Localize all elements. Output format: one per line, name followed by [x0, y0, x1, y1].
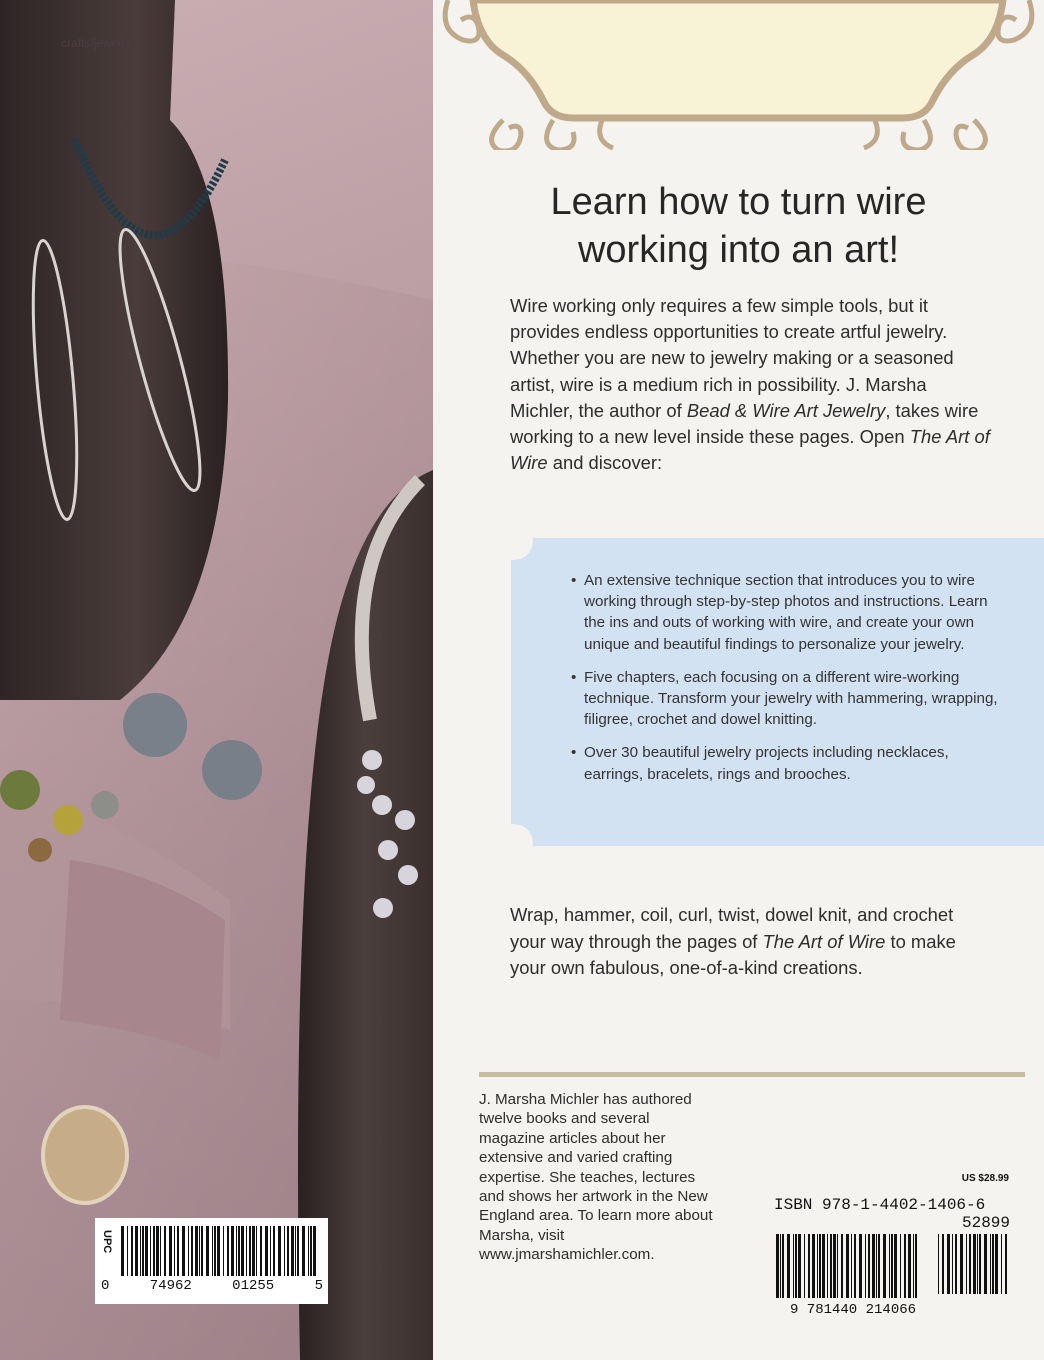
intro-text-2: , takes wire working to a new level inside these pages. Open: [510, 399, 979, 448]
upc-digit-4: 5: [314, 1278, 323, 1294]
headline-line-2: working into an art!: [577, 229, 900, 271]
feature-item-1: • An extensive technique section that introduces you to wire working through step-by-step photos and instructions. Learn the ins and outs of working with wire, and create your own unique and beautiful findings to personalize your jewelry.: [571, 570, 1001, 655]
headline: [433, 178, 1044, 274]
intro-paragraph: [510, 293, 990, 476]
outro-paragraph: [510, 902, 970, 982]
intro-book-title-1: Bead & Wire Art Jewelry: [686, 399, 886, 421]
outro-text-1: Wrap, hammer, coil, curl, twist, dowel knit, and crochet your way through the pages of: [510, 904, 954, 952]
wire-ring: [43, 1107, 127, 1203]
isbn-addon-code: 52899: [961, 1214, 1010, 1232]
upc-digit-1: 0: [101, 1278, 110, 1294]
upc-digit-3: 01255: [232, 1278, 275, 1294]
intro-text-1: Wire working only requires a few simple tools, but it provides endless opportunities to create artful jewelry. Whether you are new to jewelry making or a seasoned artist, wire is a medium rich in possibility. J. Marsha Michler, the author of: [510, 295, 954, 421]
jewelry-photo-illustration: [0, 0, 433, 1360]
outro-text-2: to make your own fabulous, one-of-a-kind creations.: [510, 930, 956, 978]
upc-barcode: [95, 1218, 328, 1304]
outro-book-title: The Art of Wire: [762, 930, 886, 952]
upc-digits: [101, 1278, 323, 1294]
feature-item-2: • Five chapters, each focusing on a different wire-working technique. Transform your jewelry with hammering, wrapping, filigree, crochet and dowel knitting.: [571, 667, 1001, 731]
price-label: US $28.99: [961, 1173, 1009, 1184]
author-bio: J. Marsha Michler has authored twelve books and several magazine articles about her extensive and varied crafting expertise. She teaches, lectures and shows her artwork in the New England area. To learn more about Marsha, visit www.jmarshamichler.com.: [479, 1091, 713, 1264]
earring-disc-1: [123, 693, 187, 757]
isbn-number: ISBN 978-1-4402-1406-6: [774, 1196, 986, 1214]
intro-book-title-2: The Art of Wire: [510, 426, 990, 474]
scroll-ornament: [433, 0, 1044, 150]
isbn-barcode: [772, 1170, 1012, 1318]
headline-line-1: Learn how to turn wire: [550, 181, 927, 223]
isbn-bars: [772, 1170, 1012, 1300]
upc-bars: [121, 1226, 321, 1278]
ornament-frame: [473, 0, 1003, 118]
text-panel: [433, 0, 1044, 1360]
upc-label: UPC: [101, 1230, 113, 1254]
feature-list: [571, 570, 1001, 797]
category-label: crafts/jewelry: [61, 36, 132, 50]
isbn-digits: 9 781440 214066: [790, 1302, 917, 1318]
feature-item-3: • Over 30 beautiful jewelry projects including necklaces, earrings, bracelets, rings and brooches.: [571, 742, 1001, 784]
upc-digit-2: 74962: [149, 1278, 192, 1294]
cover-photo: [0, 0, 433, 1360]
divider-rule: [479, 1072, 1025, 1077]
intro-text-3: and discover:: [547, 452, 663, 474]
earring-disc-2: [202, 740, 262, 800]
